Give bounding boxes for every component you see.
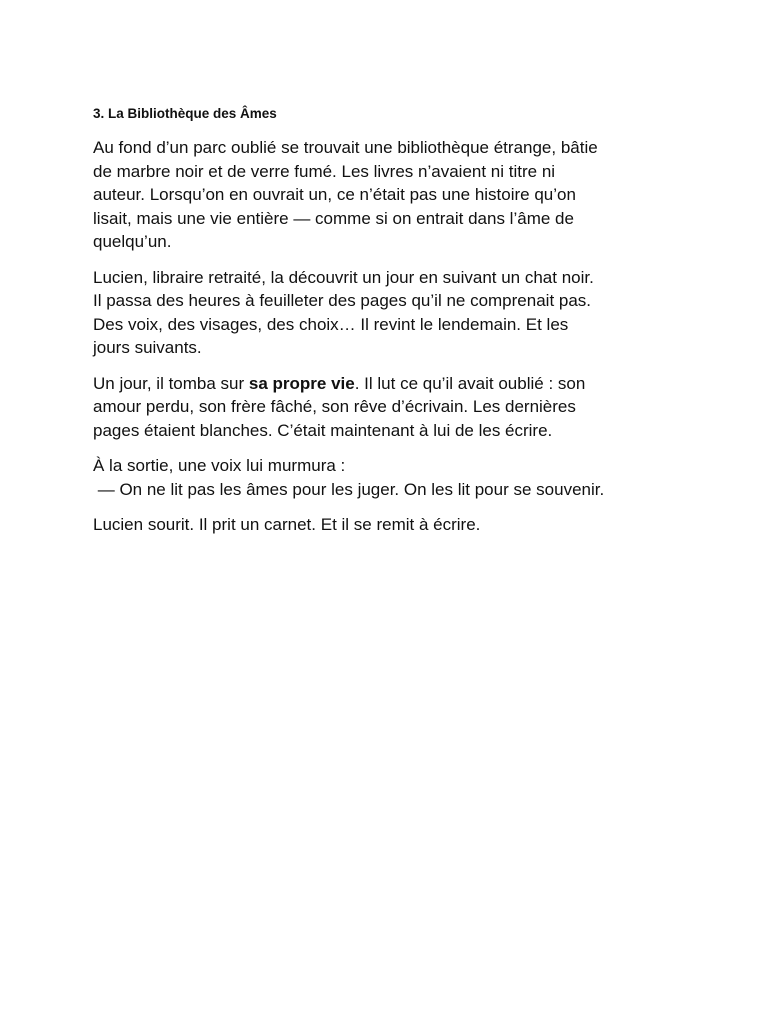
paragraph-line: quelqu’un. <box>93 232 172 251</box>
paragraph-line: Des voix, des visages, des choix… Il revint le lendemain. Et les <box>93 314 569 334</box>
bold-phrase: sa propre vie <box>248 373 355 393</box>
paragraph-5 <box>93 513 693 537</box>
paragraph-line: Il passa des heures à feuilleter des pages qu’il ne comprenait pas. <box>93 291 592 310</box>
paragraph-line: Lucien sourit. Il prit un carnet. Et il se remit à écrire. <box>93 515 481 534</box>
paragraph-line: Au fond d’un parc oublié se trouvait une bibliothèque étrange, bâtie <box>93 138 598 157</box>
paragraph-line: auteur. Lorsqu’on en ouvrait un, ce n’était pas une histoire qu’on <box>93 185 576 204</box>
paragraph-line: jours suivants. <box>93 338 202 357</box>
paragraph-line: Lucien, libraire retraité, la découvrit un jour en suivant un chat noir. <box>93 267 594 287</box>
text-segment: Un jour, il tomba sur <box>93 373 249 393</box>
paragraph-line: lisait, mais une vie entière — comme si on entrait dans l’âme de <box>93 208 574 228</box>
chapter-title: 3. La Bibliothèque des Âmes <box>93 106 277 121</box>
document-page <box>93 104 693 549</box>
paragraph-line: À la sortie, une voix lui murmura : <box>93 456 346 475</box>
paragraph-4 <box>93 454 693 501</box>
paragraph-line <box>93 372 693 396</box>
paragraph-3 <box>93 372 693 443</box>
paragraph-1 <box>93 136 693 254</box>
paragraph-line: de marbre noir et de verre fumé. Les livres n’avaient ni titre ni <box>93 161 556 181</box>
dialogue-line: — On ne lit pas les âmes pour les juger. On les lit pour se souvenir. <box>93 479 605 499</box>
text-segment: . Il lut ce qu’il avait oublié : son <box>354 373 586 393</box>
paragraph-2 <box>93 266 693 360</box>
paragraph-line: amour perdu, son frère fâché, son rêve d’écrivain. Les dernières <box>93 397 576 416</box>
paragraph-line: pages étaient blanches. C’était maintenant à lui de les écrire. <box>93 420 553 440</box>
